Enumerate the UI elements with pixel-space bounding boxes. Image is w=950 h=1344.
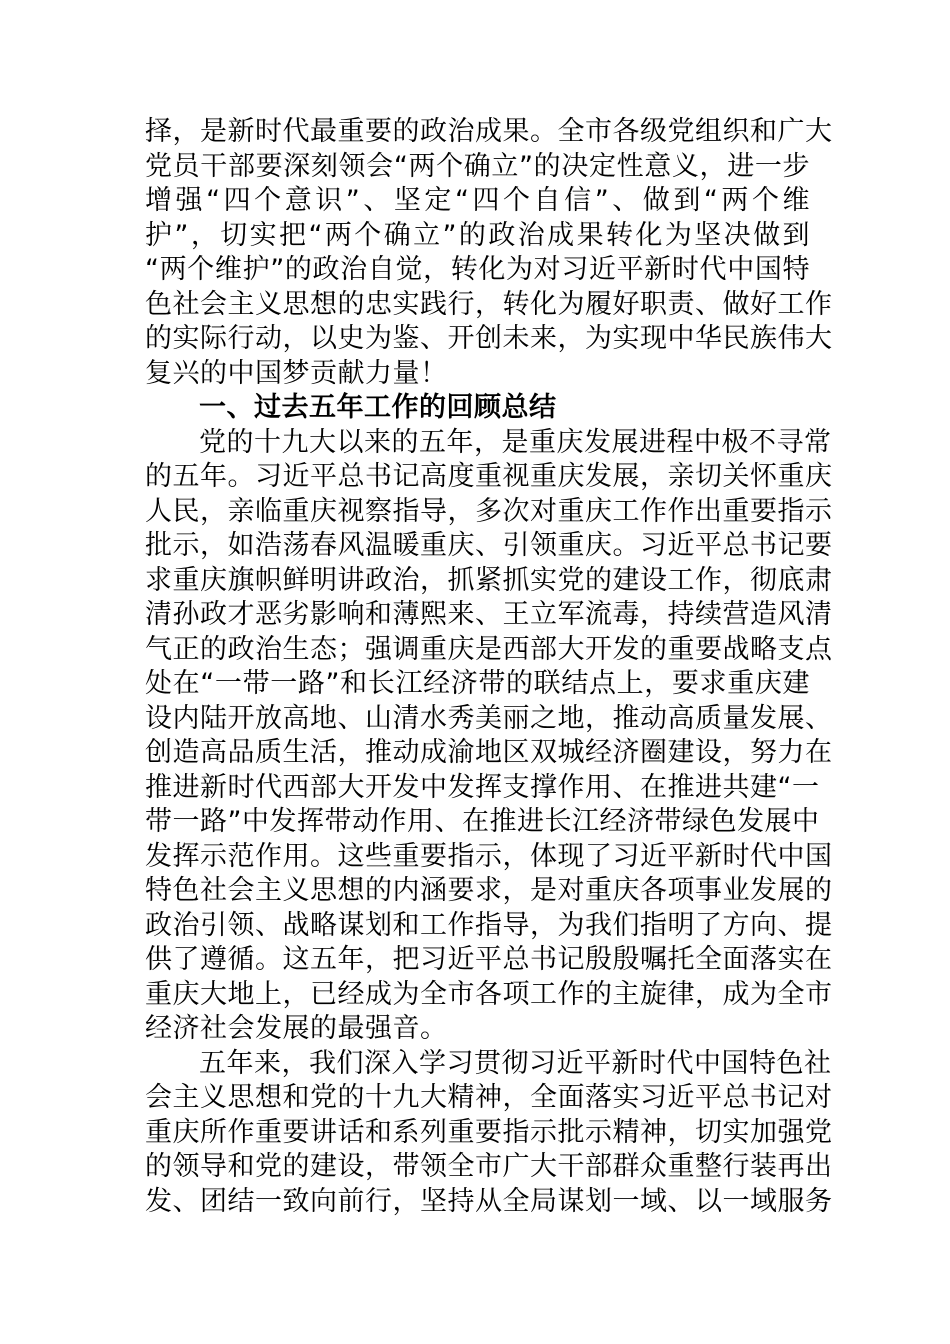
text-line: 党员干部要深刻领会“两个确立”的决定性意义，进一步 [145,150,810,182]
text-line: 的实际行动，以史为鉴、开创未来，为实现中华民族伟大 [145,323,833,354]
text-line: 气正的政治生态；强调重庆是西部大开发的重要战略支点 [145,633,833,665]
text-line: 供了遵循。这五年，把习近平总书记殷殷嘱托全面落实在 [145,944,833,975]
text-line: 复兴的中国梦贡献力量！ [145,357,448,389]
text-line: 重庆所作重要讲话和系列重要指示批示精神，切实加强党 [145,1116,833,1148]
text-line: 推进新时代西部大开发中发挥支撑作用、在推进共建“一 [145,771,820,803]
text-line: 发、团结一致向前行，坚持从全局谋划一域、以一域服务 [145,1185,833,1217]
text-line: 人民，亲临重庆视察指导，多次对重庆工作作出重要指示 [145,495,833,527]
text-line: 重庆大地上，已经成为全市各项工作的主旋律，成为全市 [145,978,833,1010]
text-line: 发挥示范作用。这些重要指示，体现了习近平新时代中国 [145,840,833,872]
text-line: 清孙政才恶劣影响和薄熙来、王立军流毒，持续营造风清 [145,599,833,630]
text-line: 增强“四个意识”、坚定“四个自信”、做到“两个维 [145,185,810,216]
text-line: 政治引领、战略谋划和工作指导，为我们指明了方向、提 [145,909,833,941]
text-line: 择，是新时代最重要的政治成果。全市各级党组织和广大 [145,116,833,147]
paragraph-review [145,426,833,1047]
text-line: 护”，切实把“两个确立”的政治成果转化为坚决做到 [145,219,810,251]
text-line: 的领导和党的建设，带领全市广大干部群众重整行装再出 [145,1151,833,1182]
text-line: 创造高品质生活，推动成渝地区双城经济圈建设，努力在 [145,737,833,768]
text-line: 经济社会发展的最强音。 [145,1013,448,1044]
text-line: 的五年。习近平总书记高度重视重庆发展，亲切关怀重庆 [145,461,833,492]
text-line: 批示，如浩荡春风温暖重庆、引领重庆。习近平总书记要 [145,530,833,561]
section-heading: 一、过去五年工作的回顾总结 [199,392,557,423]
text-line: 五年来，我们深入学习贯彻习近平新时代中国特色社 [199,1047,832,1079]
text-line: 求重庆旗帜鲜明讲政治，抓紧抓实党的建设工作，彻底肃 [145,564,833,596]
text-line: 色社会主义思想的忠实践行，转化为履好职责、做好工作 [145,288,833,320]
text-line: “两个维护”的政治自觉，转化为对习近平新时代中国特 [145,254,810,285]
text-line: 处在“一带一路”和长江经济带的联结点上，要求重庆建 [145,668,810,699]
text-line: 党的十九大以来的五年，是重庆发展进程中极不寻常 [199,426,832,458]
paragraph-five-years [145,1047,833,1220]
text-line: 会主义思想和党的十九大精神，全面落实习近平总书记对 [145,1082,833,1113]
document-body [145,115,833,1219]
text-line: 特色社会主义思想的内涵要求，是对重庆各项事业发展的 [145,875,833,906]
text-line: 设内陆开放高地、山清水秀美丽之地，推动高质量发展、 [145,702,833,734]
paragraph-continued [145,115,833,391]
text-line: 带一路”中发挥带动作用、在推进长江经济带绿色发展中 [145,806,820,837]
